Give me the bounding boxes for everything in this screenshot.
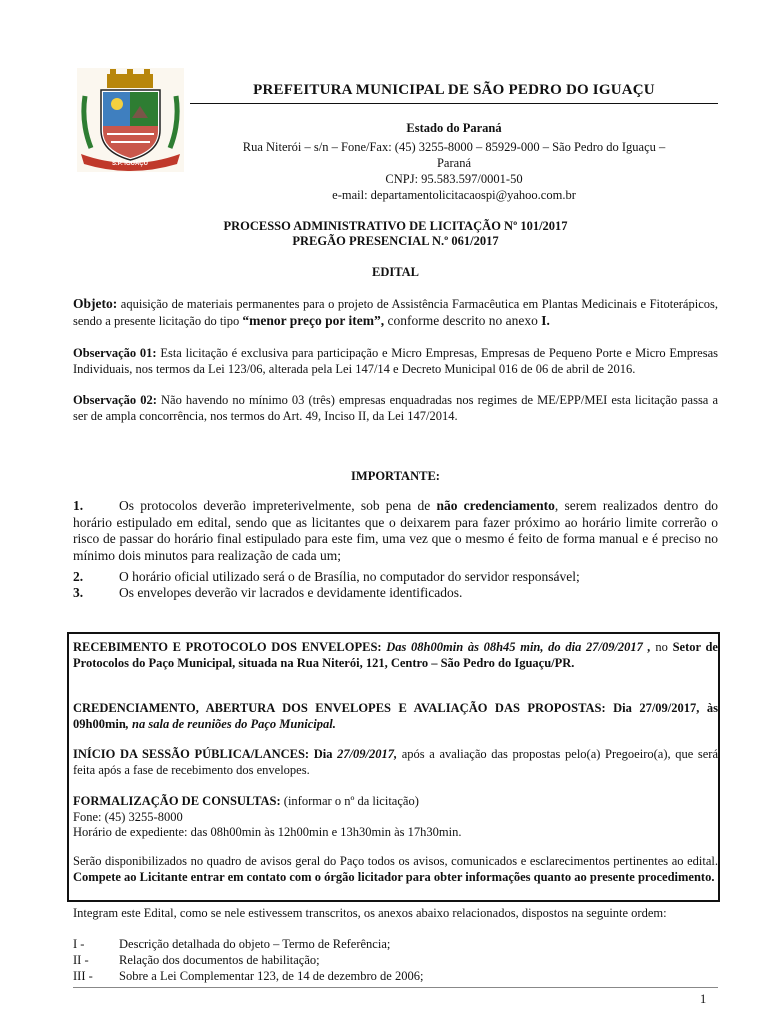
inicio-sessao-paragraph xyxy=(73,747,718,778)
item-bold: não credenciamento xyxy=(436,498,555,513)
inicio-label: INÍCIO DA SESSÃO PÚBLICA/LANCES: Dia xyxy=(73,747,333,761)
annex-text: Descrição detalhada do objeto – Termo de Referência; xyxy=(119,937,391,951)
title-underline xyxy=(190,103,718,104)
item-number: 3. xyxy=(73,585,84,600)
list-item xyxy=(73,585,718,602)
item-text: Os protocolos deverão impreterivelmente, sob pena de xyxy=(119,498,437,513)
observacao-01-text: Esta licitação é exclusiva para participação e Micro Empresas, Empresas de Pequeno Porte e Micro Empresas Individuais, nos termos da Lei 123/06, alterada pela Lei 147/14 e Decreto Municipal 016 de 06 de abril de 2016. xyxy=(73,346,718,376)
list-item xyxy=(73,569,718,586)
anexos-intro: Integram este Edital, como se nele estivessem transcritos, os anexos abaixo relacionados, dispostos na seguinte ordem: xyxy=(73,906,667,920)
avisos-text: Serão disponibilizados no quadro de avisos geral do Paço todos os avisos, comunicados e esclarecimentos pertinentes ao edital. xyxy=(73,854,718,868)
consultas-paragraph xyxy=(73,794,718,841)
annex-text: Relação dos documentos de habilitação; xyxy=(119,953,320,967)
observacao-01 xyxy=(73,346,718,377)
state-name: Estado do Paraná xyxy=(406,121,502,135)
footer-rule xyxy=(73,987,718,988)
objeto-paragraph xyxy=(73,296,718,329)
inicio-date: 27/09/2017, xyxy=(332,747,398,761)
annex-number: II - xyxy=(73,953,89,967)
annex-number: III - xyxy=(73,969,93,983)
objeto-emphasis: “menor preço por item”, xyxy=(242,312,385,328)
objeto-text-2: conforme descrito no anexo xyxy=(384,312,542,328)
recebimento-datetime: Das 08h00min às 08h45 min, do dia 27/09/2017 , xyxy=(381,640,651,654)
cnpj: CNPJ: 95.583.597/0001-50 xyxy=(385,172,523,186)
consultas-label: FORMALIZAÇÃO DE CONSULTAS: xyxy=(73,794,281,808)
avisos-bold: Compete ao Licitante entrar em contato com o órgão licitador para obter informações quanto ao presente procedimento. xyxy=(73,869,715,884)
address-line-1: Rua Niterói – s/n – Fone/Fax: (45) 3255-8000 – 85929-000 – São Pedro do Iguaçu – xyxy=(242,140,666,154)
inicio-text: após a avaliação das propostas pelo(a) Pregoeiro(a), que será feita após a fase de recebimento dos envelopes. xyxy=(73,747,719,777)
page-number: 1 xyxy=(700,992,707,1006)
item-text: , serem realizados dentro do horário estipulado em edital, sendo que as licitantes que o deixarem para fazer próximo ao horário limite correrão o risco de passar do horário final estipulado para este fim, uma vez que o mesmo é feito de forma manual e é preciso no mínimo dois minutos para realização de cada um; xyxy=(73,498,718,563)
observacao-01-label: Observação 01: xyxy=(73,346,157,360)
recebimento-location: Setor de Protocolos do Paço Municipal, situada na Rua Niterói, 121, Centro – São Pedro do Iguaçu/PR. xyxy=(73,640,718,670)
observacao-02-text: Não havendo no mínimo 03 (três) empresas enquadradas nos regimes de ME/EPP/MEI esta licitação passa a ser de ampla concorrência, nos termos do Art. 49, Inciso II, da Lei 147/2014. xyxy=(73,393,718,423)
municipality-title: PREFEITURA MUNICIPAL DE SÃO PEDRO DO IGUAÇU xyxy=(253,82,655,98)
consultas-note: (informar o nº da licitação) xyxy=(280,794,419,808)
annex-item xyxy=(73,953,718,968)
credenciamento-label: CREDENCIAMENTO, ABERTURA DOS ENVELOPES E AVALIAÇÃO DAS PROPOSTAS: Dia 27/09/2017, às 09h00min xyxy=(73,701,718,731)
credenciamento-place: , na sala de reuniões do Paço Municipal. xyxy=(125,716,336,731)
contact-email: e-mail: departamentolicitacaospi@yahoo.com.br xyxy=(332,188,576,202)
annex-item xyxy=(73,969,718,984)
consultas-hours: Horário de expediente: das 08h00min às 12h00min e 13h30min às 17h30min. xyxy=(73,825,462,839)
coat-of-arms-icon xyxy=(77,68,184,172)
credenciamento-paragraph xyxy=(73,701,718,732)
consultas-phone: Fone: (45) 3255-8000 xyxy=(73,809,183,824)
item-text: O horário oficial utilizado será o de Brasília, no computador do servidor responsável; xyxy=(119,569,580,584)
observacao-02-label: Observação 02: xyxy=(73,393,157,407)
pregao-number: PREGÃO PRESENCIAL N.º 061/2017 xyxy=(292,234,499,248)
address-line-2: Paraná xyxy=(436,156,471,170)
recebimento-pre: no xyxy=(650,640,673,654)
list-item xyxy=(73,498,718,564)
objeto-text-1: aquisição de materiais permanentes para o projeto de Assistência Farmacêutica em Plantas Medicinais e Fitoterápicos, sendo a presente licitação do tipo xyxy=(73,297,718,328)
recebimento-paragraph xyxy=(73,640,718,671)
item-text: Os envelopes deverão vir lacrados e devidamente identificados. xyxy=(119,585,463,600)
annex-number: I - xyxy=(73,937,85,951)
recebimento-label: RECEBIMENTO E PROTOCOLO DOS ENVELOPES: xyxy=(73,640,382,654)
importante-heading: IMPORTANTE: xyxy=(351,469,440,483)
item-number: 2. xyxy=(73,569,84,584)
svg-text:S.P. IGUAÇU: S.P. IGUAÇU xyxy=(112,161,148,167)
item-number: 1. xyxy=(73,498,84,513)
avisos-paragraph xyxy=(73,854,718,885)
objeto-end: I. xyxy=(541,312,550,328)
process-number: PROCESSO ADMINISTRATIVO DE LICITAÇÃO Nº 101/2017 xyxy=(223,219,568,233)
edital-heading: EDITAL xyxy=(371,265,419,279)
observacao-02 xyxy=(73,393,718,424)
annex-item xyxy=(73,937,718,952)
annex-text: Sobre a Lei Complementar 123, de 14 de dezembro de 2006; xyxy=(119,969,424,983)
objeto-label: Objeto: xyxy=(73,296,118,311)
